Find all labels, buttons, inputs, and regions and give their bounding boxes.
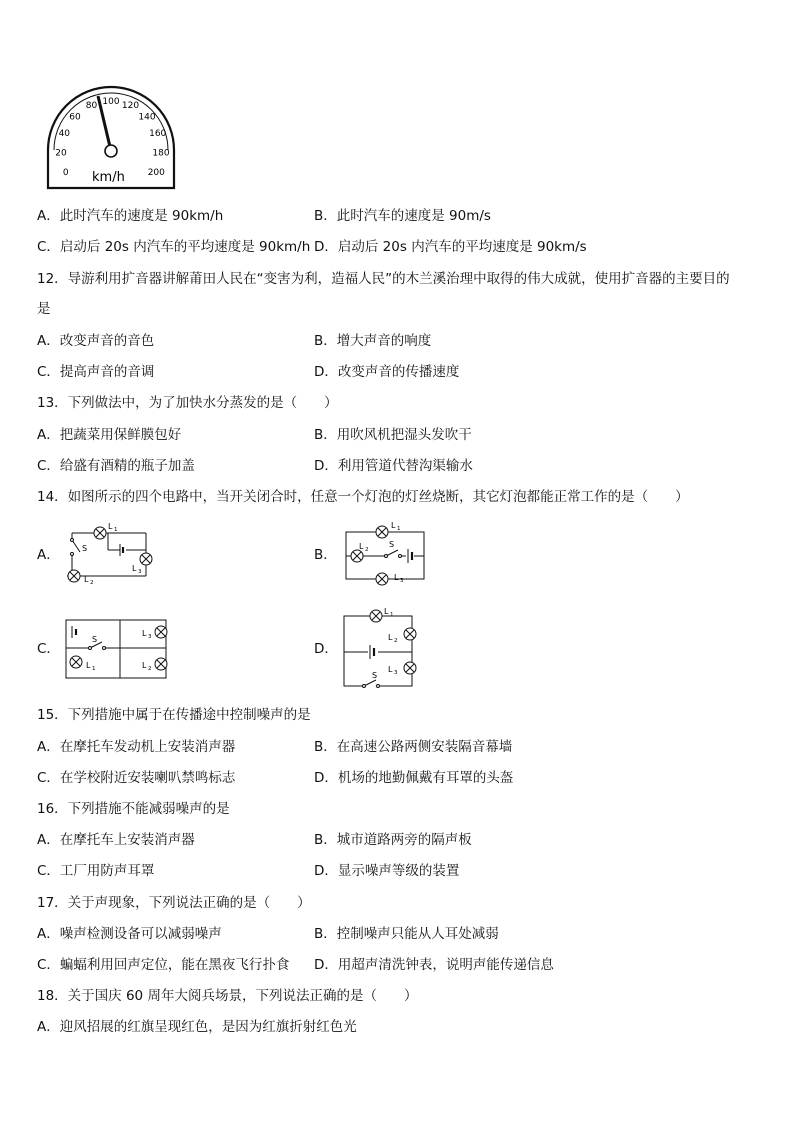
speedometer-figure xyxy=(40,80,182,195)
q17-option-b: B．控制噪声只能从人耳处减弱 xyxy=(314,926,499,942)
q17-stem: 17．关于声现象，下列说法正确的是（ ） xyxy=(37,895,311,911)
q14-stem: 14．如图所示的四个电路中，当开关闭合时，任意一个灯泡的灯丝烧断，其它灯泡都能正常工作的是（ ） xyxy=(37,489,689,505)
q14-label-a: A． xyxy=(37,547,60,563)
circuit-b-diagram xyxy=(342,518,428,590)
lamp-icon xyxy=(370,610,382,622)
q14-label-b: B． xyxy=(314,547,337,563)
lamp-label-l3: L xyxy=(142,629,147,638)
lamp-label-l1: L xyxy=(391,521,396,530)
lamp-icon xyxy=(404,628,416,640)
q12-stem-line2: 是 xyxy=(37,301,51,317)
speedometer-tick-label: 140 xyxy=(138,112,156,123)
speedometer-tick-label: 20 xyxy=(55,148,67,159)
q12-option-d: D．改变声音的传播速度 xyxy=(314,364,460,380)
q12-option-b: B．增大声音的响度 xyxy=(314,333,432,349)
speedometer-tick-label: 100 xyxy=(102,97,120,107)
speedometer-tick-label: 200 xyxy=(147,168,165,179)
q17-option-c: C．蝙蝠利用回声定位，能在黑夜飞行扑食 xyxy=(37,957,290,973)
lamp-label-l3-sub: 3 xyxy=(394,670,398,676)
speedometer-tick-label: 0 xyxy=(62,168,69,179)
speedometer-tick-labels xyxy=(55,97,170,178)
lamp-icon xyxy=(94,527,106,539)
lamp-label-l3: L xyxy=(388,665,393,674)
q12-option-c: C．提高声音的音调 xyxy=(37,364,155,380)
lamp-label-l1: L xyxy=(108,522,113,531)
lamp-icon xyxy=(68,570,80,582)
speedometer-hub xyxy=(105,145,117,157)
q16-option-a: A．在摩托车上安装消声器 xyxy=(37,832,195,848)
lamp-icon xyxy=(155,626,167,638)
q16-option-b: B．城市道路两旁的隔声板 xyxy=(314,832,472,848)
q11-option-a: A．此时汽车的速度是 90km/h xyxy=(37,208,224,224)
lamp-icon xyxy=(376,526,388,538)
lamp-label-l3: L xyxy=(132,564,137,573)
switch-label: S xyxy=(372,671,378,680)
circuit-a-diagram xyxy=(64,520,160,586)
lamp-label-l2-sub: 2 xyxy=(394,638,398,644)
speedometer-tick-label: 120 xyxy=(121,101,140,111)
q18-stem: 18．关于国庆 60 周年大阅兵场景，下列说法正确的是（ ） xyxy=(37,988,418,1004)
lamp-label-l3: L xyxy=(394,573,399,582)
switch-label: S xyxy=(389,540,395,549)
lamp-label-l3-sub: 3 xyxy=(138,569,142,575)
q13-option-a: A．把蔬菜用保鲜膜包好 xyxy=(37,427,182,443)
q14-label-c: C． xyxy=(37,641,60,657)
lamp-label-l2-sub: 2 xyxy=(90,580,94,586)
q13-option-c: C．给盛有酒精的瓶子加盖 xyxy=(37,458,195,474)
q17-option-d: D．用超声清洗钟表，说明声能传递信息 xyxy=(314,957,554,973)
q16-stem: 16．下列措施不能减弱噪声的是 xyxy=(37,801,230,817)
circuit-d-diagram xyxy=(340,604,422,690)
q15-option-a: A．在摩托车发动机上安装消声器 xyxy=(37,739,236,755)
q12-stem-line1: 12．导游利用扩音器讲解莆田人民在“变害为利，造福人民”的木兰溪治理中取得的伟大成就，使用扩音器的主要目的 xyxy=(37,271,730,287)
q17-option-a: A．噪声检测设备可以减弱噪声 xyxy=(37,926,222,942)
q18-option-a: A．迎风招展的红旗呈现红色，是因为红旗折射红色光 xyxy=(37,1019,357,1035)
lamp-label-l2: L xyxy=(388,633,393,642)
lamp-label-l1-sub: 1 xyxy=(397,526,401,532)
switch-label: S xyxy=(92,635,98,644)
lamp-icon xyxy=(155,658,167,670)
lamp-label-l2: L xyxy=(84,575,89,584)
q13-option-d: D．利用管道代替沟渠输水 xyxy=(314,458,473,474)
lamp-label-l1: L xyxy=(384,607,389,616)
lamp-icon xyxy=(404,662,416,674)
circuit-c-diagram xyxy=(62,612,172,684)
lamp-label-l3-sub: 3 xyxy=(400,578,404,584)
switch-label: S xyxy=(82,544,88,553)
lamp-label-l2: L xyxy=(142,661,147,670)
q16-option-c: C．工厂用防声耳罩 xyxy=(37,863,155,879)
lamp-label-l2-sub: 2 xyxy=(148,666,152,672)
lamp-label-l1-sub: 1 xyxy=(114,527,118,533)
lamp-label-l2: L xyxy=(359,542,364,551)
speedometer-tick-label: 40 xyxy=(58,129,71,140)
lamp-label-l1-sub: 1 xyxy=(92,666,96,672)
speedometer-tick-label: 180 xyxy=(152,148,170,159)
q13-option-b: B．用吹风机把湿头发吹干 xyxy=(314,427,472,443)
q14-label-d: D． xyxy=(314,641,338,657)
q11-option-b: B．此时汽车的速度是 90m/s xyxy=(314,208,491,224)
q15-option-b: B．在高速公路两侧安装隔音幕墙 xyxy=(314,739,513,755)
lamp-icon xyxy=(140,553,152,565)
lamp-label-l2-sub: 2 xyxy=(365,547,369,553)
speedometer-tick-label: 160 xyxy=(149,129,167,140)
q12-option-a: A．改变声音的音色 xyxy=(37,333,155,349)
lamp-label-l1-sub: 1 xyxy=(390,612,394,618)
q15-option-d: D．机场的地勤佩戴有耳罩的头盔 xyxy=(314,770,514,786)
lamp-label-l3-sub: 3 xyxy=(148,634,152,640)
speedometer-tick-label: 80 xyxy=(85,101,98,111)
lamp-icon xyxy=(70,656,82,668)
speedometer-unit: km/h xyxy=(92,170,125,185)
lamp-icon xyxy=(376,573,388,585)
q11-option-d: D．启动后 20s 内汽车的平均速度是 90km/s xyxy=(314,239,587,255)
q13-stem: 13．下列做法中，为了加快水分蒸发的是（ ） xyxy=(37,395,338,411)
speedometer-tick-label: 60 xyxy=(69,112,81,123)
q16-option-d: D．显示噪声等级的装置 xyxy=(314,863,460,879)
q15-option-c: C．在学校附近安装喇叭禁鸣标志 xyxy=(37,770,236,786)
q11-option-c: C．启动后 20s 内汽车的平均速度是 90km/h xyxy=(37,239,311,255)
lamp-icon xyxy=(351,550,363,562)
q15-stem: 15．下列措施中属于在传播途中控制噪声的是 xyxy=(37,707,311,723)
lamp-label-l1: L xyxy=(86,661,91,670)
